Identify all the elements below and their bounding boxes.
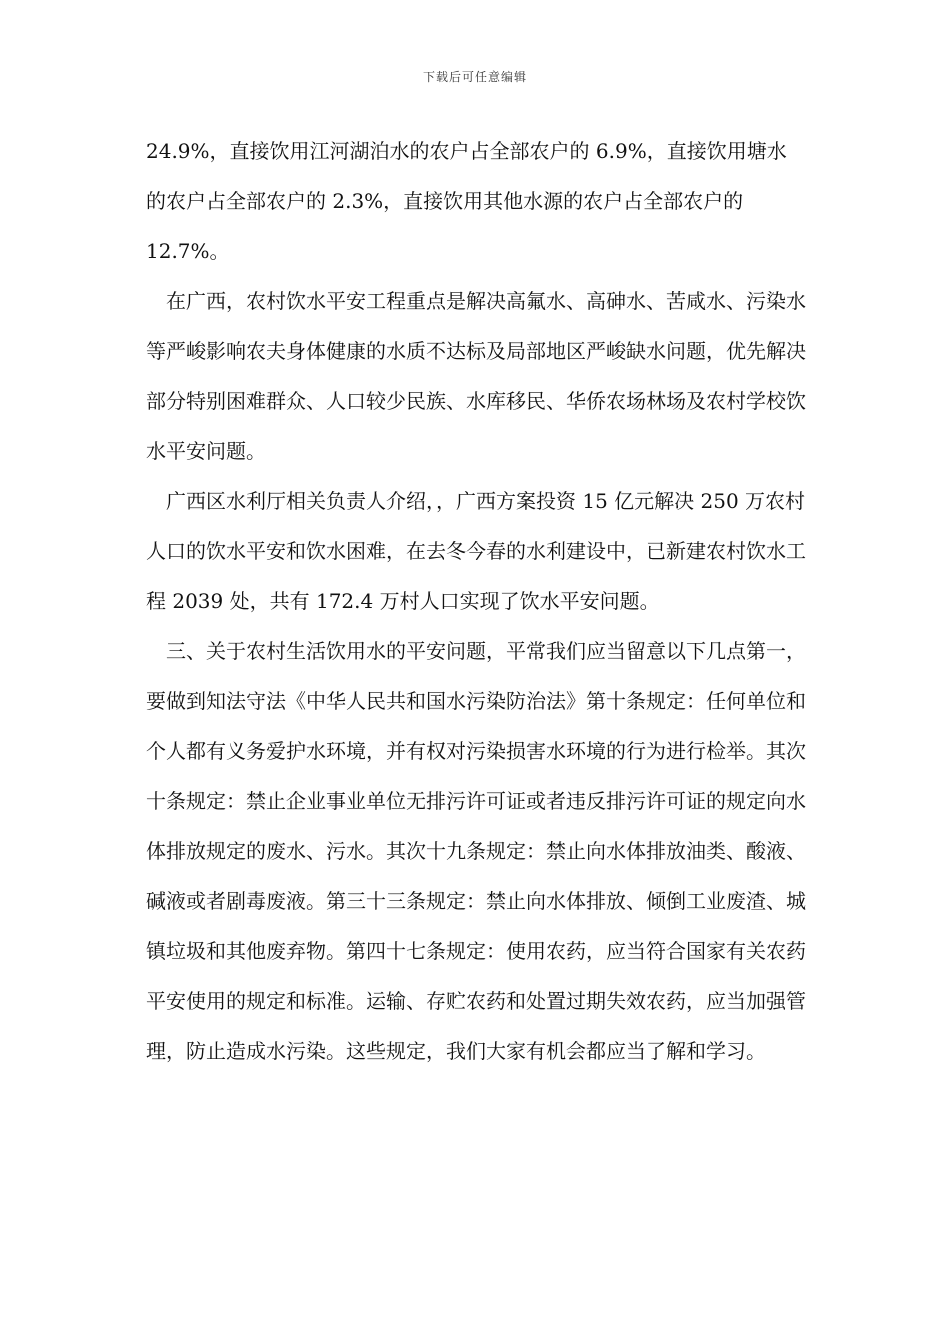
paragraph-1: 24.9%，直接饮用江河湖泊水的农户占全部农户的 6.9%，直接饮用塘水的农户占全部农户的 2.3%，直接饮用其他水源的农户占全部农户的 12.7%。 [146, 139, 787, 263]
paragraph-3: 广西区水利厅相关负责人介绍，，广西方案投资 15 亿元解决 250 万农村人口的饮水平安和饮水困难，在去冬今春的水利建设中，已新建农村饮水工程 2039 处，共有 172.4 万村人口实现了饮水平安问题。 [146, 489, 806, 613]
paragraph-2: 在广西，农村饮水平安工程重点是解决高氟水、高砷水、苦咸水、污染水等严峻影响农夫身体健康的水质不达标及局部地区严峻缺水问题，优先解决部分特别困难群众、人口较少民族、水库移民、华侨农场林场及农村学校饮水平安问题。 [146, 289, 806, 463]
page-header: 下载后可任意编辑 [422, 70, 527, 84]
paragraph-4: 三、关于农村生活饮用水的平安问题，平常我们应当留意以下几点第一，要做到知法守法《中华人民共和国水污染防治法》第十条规定：任何单位和个人都有义务爱护水环境，并有权对污染损害水环境的行为进行检举。其次十条规定：禁止企业事业单位无排污许可证或者违反排污许可证的规定向水体排放规定的废水、污水。其次十九条规定：禁止向水体排放油类、酸液、碱液或者剧毒废液。第三十三条规定：禁止向水体排放、倾倒工业废渣、城镇垃圾和其他废弃物。第四十七条规定：使用农药，应当符合国家有关农药平安使用的规定和标准。运输、存贮农药和处置过期失效农药，应当加强管理，防止造成水污染。这些规定，我们大家有机会都应当了解和学习。 [146, 639, 806, 1063]
document-body [146, 126, 806, 1076]
